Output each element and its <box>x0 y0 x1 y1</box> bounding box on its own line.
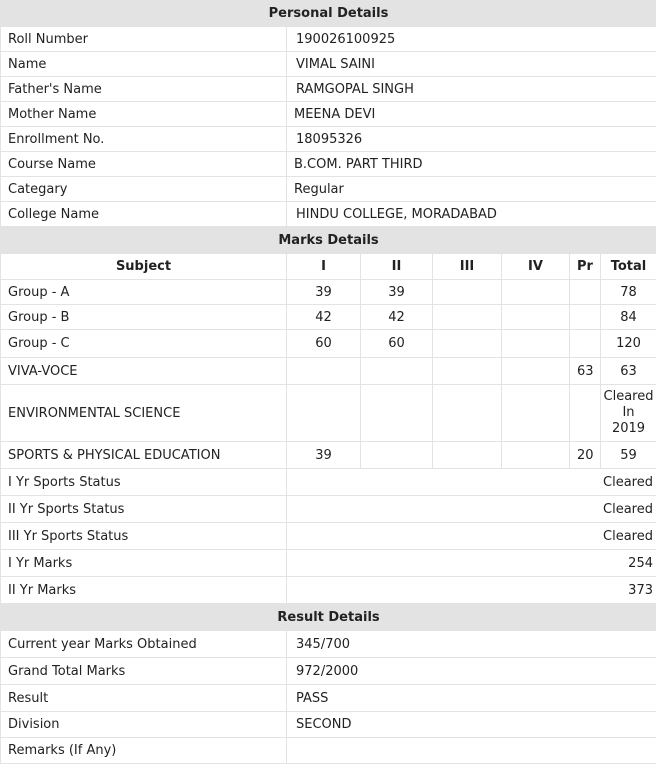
paper-iii-cell <box>433 305 502 330</box>
course-name-value: B.COM. PART THIRD <box>287 152 656 177</box>
result-details-heading: Result Details <box>1 605 656 631</box>
table-row <box>1 385 656 442</box>
mother-name-label: Mother Name <box>1 102 287 127</box>
division-value: SECOND <box>287 712 656 738</box>
status-label: I Yr Marks <box>1 550 287 577</box>
paper-ii-cell: 42 <box>361 305 433 330</box>
name-row <box>1 52 656 77</box>
total-line-3: 2019 <box>611 421 646 436</box>
total-cell: 63 <box>601 358 656 385</box>
status-value: Cleared <box>287 496 656 523</box>
result-details-table <box>0 604 656 764</box>
table-row <box>1 280 656 305</box>
roll-number-row <box>1 27 656 52</box>
paper-i-cell: 39 <box>287 280 361 305</box>
status-value: 373 <box>287 577 656 604</box>
practical-header: Pr <box>570 254 601 280</box>
remarks-label: Remarks (If Any) <box>1 738 287 764</box>
category-label: Categary <box>1 177 287 202</box>
name-value: VIMAL SAINI <box>287 52 656 77</box>
paper-i-cell: 39 <box>287 442 361 469</box>
year-marks-row <box>1 577 656 604</box>
total-cell: 84 <box>601 305 656 330</box>
marks-header-row <box>1 254 656 280</box>
paper-iv-header: IV <box>502 254 570 280</box>
fathers-name-row <box>1 77 656 102</box>
paper-iv-cell <box>502 442 570 469</box>
subject-cell: Group - C <box>1 330 287 358</box>
subject-cell: SPORTS & PHYSICAL EDUCATION <box>1 442 287 469</box>
enrollment-value: 18095326 <box>287 127 656 152</box>
status-value: Cleared <box>287 523 656 550</box>
category-row <box>1 177 656 202</box>
total-cell: 59 <box>601 442 656 469</box>
practical-cell: 63 <box>570 358 601 385</box>
paper-iii-cell <box>433 330 502 358</box>
status-value: Cleared <box>287 469 656 496</box>
paper-iii-cell <box>433 385 502 442</box>
table-row <box>1 358 656 385</box>
table-row <box>1 330 656 358</box>
paper-ii-cell <box>361 385 433 442</box>
total-header: Total <box>601 254 656 280</box>
subject-cell: ENVIRONMENTAL SCIENCE <box>1 385 287 442</box>
grand-total-value: 972/2000 <box>287 658 656 685</box>
status-label: II Yr Marks <box>1 577 287 604</box>
paper-iii-cell <box>433 358 502 385</box>
enrollment-label: Enrollment No. <box>1 127 287 152</box>
paper-iii-header: III <box>433 254 502 280</box>
fathers-name-label: Father's Name <box>1 77 287 102</box>
paper-iv-cell <box>502 330 570 358</box>
current-marks-row <box>1 631 656 658</box>
subject-header: Subject <box>1 254 287 280</box>
roll-number-label: Roll Number <box>1 27 287 52</box>
marks-details-table <box>0 227 656 604</box>
year-marks-row <box>1 550 656 577</box>
paper-i-cell <box>287 385 361 442</box>
result-value: PASS <box>287 685 656 712</box>
sports-status-row <box>1 496 656 523</box>
personal-details-table <box>0 0 656 227</box>
course-name-row <box>1 152 656 177</box>
paper-iv-cell <box>502 280 570 305</box>
personal-details-heading: Personal Details <box>1 1 656 27</box>
enrollment-row <box>1 127 656 152</box>
paper-ii-header: II <box>361 254 433 280</box>
sports-status-row <box>1 523 656 550</box>
practical-cell <box>570 330 601 358</box>
division-label: Division <box>1 712 287 738</box>
total-cell: 120 <box>601 330 656 358</box>
paper-iii-cell <box>433 280 502 305</box>
practical-cell <box>570 385 601 442</box>
paper-i-cell: 60 <box>287 330 361 358</box>
mother-name-row <box>1 102 656 127</box>
paper-i-cell: 42 <box>287 305 361 330</box>
marks-details-heading: Marks Details <box>1 228 656 254</box>
course-name-label: Course Name <box>1 152 287 177</box>
name-label: Name <box>1 52 287 77</box>
table-row <box>1 305 656 330</box>
total-line-1: Cleared <box>603 389 654 404</box>
paper-i-header: I <box>287 254 361 280</box>
table-row <box>1 442 656 469</box>
remarks-row <box>1 738 656 764</box>
paper-ii-cell <box>361 358 433 385</box>
college-name-label: College Name <box>1 202 287 227</box>
status-label: III Yr Sports Status <box>1 523 287 550</box>
current-marks-value: 345/700 <box>287 631 656 658</box>
status-value: 254 <box>287 550 656 577</box>
paper-iv-cell <box>502 385 570 442</box>
paper-i-cell <box>287 358 361 385</box>
practical-cell <box>570 305 601 330</box>
paper-iv-cell <box>502 358 570 385</box>
paper-iii-cell <box>433 442 502 469</box>
grand-total-row <box>1 658 656 685</box>
college-name-value: HINDU COLLEGE, MORADABAD <box>287 202 656 227</box>
division-row <box>1 712 656 738</box>
paper-iv-cell <box>502 305 570 330</box>
status-label: II Yr Sports Status <box>1 496 287 523</box>
sports-status-row <box>1 469 656 496</box>
college-name-row <box>1 202 656 227</box>
roll-number-value: 190026100925 <box>287 27 656 52</box>
total-line-2: In <box>622 405 635 420</box>
practical-cell <box>570 280 601 305</box>
category-value: Regular <box>287 177 656 202</box>
paper-ii-cell: 60 <box>361 330 433 358</box>
subject-cell: Group - B <box>1 305 287 330</box>
status-label: I Yr Sports Status <box>1 469 287 496</box>
total-cell <box>601 385 656 442</box>
grand-total-label: Grand Total Marks <box>1 658 287 685</box>
subject-cell: Group - A <box>1 280 287 305</box>
paper-ii-cell <box>361 442 433 469</box>
result-label: Result <box>1 685 287 712</box>
subject-cell: VIVA-VOCE <box>1 358 287 385</box>
fathers-name-value: RAMGOPAL SINGH <box>287 77 656 102</box>
result-row <box>1 685 656 712</box>
current-marks-label: Current year Marks Obtained <box>1 631 287 658</box>
practical-cell: 20 <box>570 442 601 469</box>
paper-ii-cell: 39 <box>361 280 433 305</box>
remarks-value <box>287 738 656 764</box>
total-cell: 78 <box>601 280 656 305</box>
mother-name-value: MEENA DEVI <box>287 102 656 127</box>
